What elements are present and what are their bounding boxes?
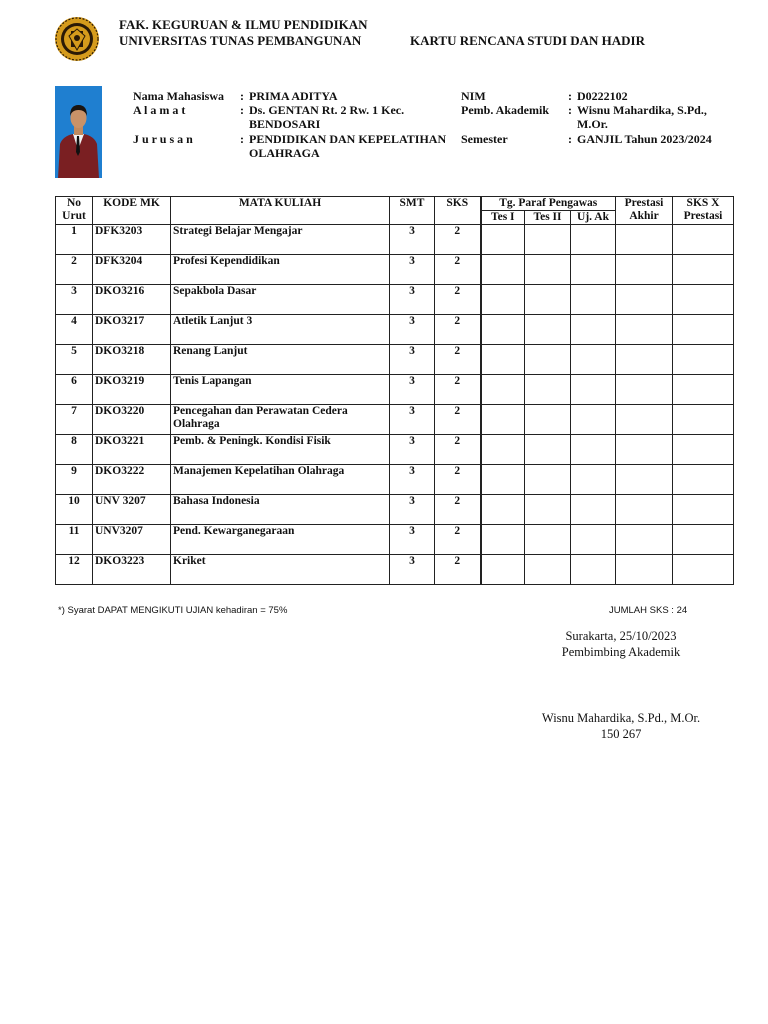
row-tes-1 — [481, 375, 525, 405]
semester-colon: : — [568, 132, 572, 146]
row-sks: 2 — [435, 255, 481, 285]
row-sks: 2 — [435, 315, 481, 345]
row-prestasi — [616, 285, 673, 315]
row-sks-x-prestasi — [673, 495, 734, 525]
row-kode: UNV3207 — [93, 525, 171, 555]
table-row — [56, 225, 734, 255]
row-sks-x-prestasi — [673, 315, 734, 345]
table-row — [56, 345, 734, 375]
row-prestasi — [616, 555, 673, 585]
row-uj-ak — [571, 375, 616, 405]
row-uj-ak — [571, 225, 616, 255]
row-sks: 2 — [435, 495, 481, 525]
table-row — [56, 255, 734, 285]
table-row — [56, 375, 734, 405]
col-mata-kuliah: MATA KULIAH — [171, 197, 390, 225]
student-name: PRIMA ADITYA — [249, 89, 338, 103]
row-tes-1 — [481, 495, 525, 525]
row-kode: DKO3222 — [93, 465, 171, 495]
signer-name: Wisnu Mahardika, S.Pd., M.Or. — [541, 711, 701, 725]
nim-colon: : — [568, 89, 572, 103]
row-tes-2 — [525, 555, 571, 585]
row-prestasi — [616, 255, 673, 285]
row-smt: 3 — [390, 375, 435, 405]
advisor-name-line2: M.Or. — [577, 117, 608, 131]
student-address-line1: Ds. GENTAN Rt. 2 Rw. 1 Kec. — [249, 103, 405, 117]
row-smt: 3 — [390, 285, 435, 315]
table-row — [56, 435, 734, 465]
row-sks: 2 — [435, 375, 481, 405]
row-smt: 3 — [390, 345, 435, 375]
table-row — [56, 315, 734, 345]
row-tes-2 — [525, 405, 571, 435]
total-sks: JUMLAH SKS : 24 — [609, 605, 688, 616]
advisor-label: Pemb. Akademik — [461, 103, 550, 117]
row-tes-1 — [481, 315, 525, 345]
address-colon: : — [240, 103, 244, 117]
col-smt: SMT — [390, 197, 435, 225]
name-colon: : — [240, 89, 244, 103]
row-mata-kuliah: Kriket — [171, 555, 390, 585]
row-kode: DFK3203 — [93, 225, 171, 255]
col-sksx-line1: SKS X — [686, 197, 720, 209]
row-sks: 2 — [435, 285, 481, 315]
row-sks-x-prestasi — [673, 255, 734, 285]
row-sks: 2 — [435, 345, 481, 375]
semester-label: Semester — [461, 132, 508, 146]
row-mata-kuliah: Pemb. & Peningk. Kondisi Fisik — [171, 435, 390, 465]
row-no: 10 — [56, 495, 93, 525]
row-sks: 2 — [435, 525, 481, 555]
table-row — [56, 285, 734, 315]
major-colon: : — [240, 132, 244, 146]
student-address-line2: BENDOSARI — [249, 117, 321, 131]
row-uj-ak — [571, 255, 616, 285]
row-prestasi — [616, 345, 673, 375]
signer-id: 150 267 — [600, 727, 642, 741]
student-major-line2: OLAHRAGA — [249, 146, 320, 160]
table-row — [56, 465, 734, 495]
row-sks: 2 — [435, 225, 481, 255]
row-tes-1 — [481, 225, 525, 255]
row-prestasi — [616, 315, 673, 345]
row-tes-2 — [525, 525, 571, 555]
row-tes-2 — [525, 465, 571, 495]
row-sks-x-prestasi — [673, 285, 734, 315]
row-no: 9 — [56, 465, 93, 495]
table-row — [56, 495, 734, 525]
row-no: 3 — [56, 285, 93, 315]
major-label: J u r u s a n — [133, 132, 193, 146]
row-prestasi — [616, 435, 673, 465]
row-sks-x-prestasi — [673, 555, 734, 585]
student-major-line1: PENDIDIKAN DAN KEPELATIHAN — [249, 132, 447, 146]
row-sks-x-prestasi — [673, 435, 734, 465]
student-nim: D0222102 — [577, 89, 628, 103]
col-tes-1: Tes I — [481, 211, 525, 225]
row-smt: 3 — [390, 525, 435, 555]
row-kode: DKO3216 — [93, 285, 171, 315]
row-no: 2 — [56, 255, 93, 285]
row-sks: 2 — [435, 435, 481, 465]
col-sksx-line2: Prestasi — [683, 210, 723, 222]
table-row — [56, 405, 734, 435]
row-kode: DKO3219 — [93, 375, 171, 405]
row-kode: UNV 3207 — [93, 495, 171, 525]
row-smt: 3 — [390, 225, 435, 255]
row-tes-2 — [525, 255, 571, 285]
col-prestasi-akhir — [616, 197, 673, 225]
row-kode: DKO3218 — [93, 345, 171, 375]
col-kode: KODE MK — [93, 197, 171, 225]
advisor-name-line1: Wisnu Mahardika, S.Pd., — [577, 103, 707, 117]
table-row — [56, 525, 734, 555]
university-logo — [54, 16, 100, 62]
row-mata-kuliah: Profesi Kependidikan — [171, 255, 390, 285]
row-kode: DKO3221 — [93, 435, 171, 465]
col-uj-ak: Uj. Ak — [571, 211, 616, 225]
row-mata-kuliah: Sepakbola Dasar — [171, 285, 390, 315]
row-mata-kuliah: Strategi Belajar Mengajar — [171, 225, 390, 255]
row-sks-x-prestasi — [673, 465, 734, 495]
course-table — [55, 196, 734, 585]
col-sks-x-prestasi — [673, 197, 734, 225]
table-row — [56, 555, 734, 585]
row-no: 6 — [56, 375, 93, 405]
row-tes-2 — [525, 225, 571, 255]
row-mata-kuliah: Manajemen Kepelatihan Olahraga — [171, 465, 390, 495]
row-uj-ak — [571, 315, 616, 345]
col-prestasi-line1: Prestasi — [624, 197, 664, 209]
row-uj-ak — [571, 555, 616, 585]
name-label: Nama Mahasiswa — [133, 89, 225, 103]
place-date: Surakarta, 25/10/2023 — [565, 629, 677, 643]
attendance-note: *) Syarat DAPAT MENGIKUTI UJIAN kehadiran = 75% — [58, 605, 288, 616]
row-no: 11 — [56, 525, 93, 555]
row-smt: 3 — [390, 255, 435, 285]
row-sks: 2 — [435, 465, 481, 495]
col-no — [56, 197, 93, 225]
row-mata-kuliah: Bahasa Indonesia — [171, 495, 390, 525]
row-smt: 3 — [390, 495, 435, 525]
col-no-line2: Urut — [62, 210, 86, 222]
row-no: 5 — [56, 345, 93, 375]
row-smt: 3 — [390, 315, 435, 345]
row-uj-ak — [571, 285, 616, 315]
row-sks: 2 — [435, 555, 481, 585]
row-tes-1 — [481, 435, 525, 465]
col-paraf-pengawas: Tg. Paraf Pengawas — [481, 197, 616, 211]
row-uj-ak — [571, 435, 616, 465]
student-photo — [55, 86, 102, 178]
university-name: UNIVERSITAS TUNAS PEMBANGUNAN — [119, 33, 362, 48]
row-tes-1 — [481, 255, 525, 285]
row-mata-kuliah: Pencegahan dan Perawatan Cedera Olahraga — [171, 405, 390, 435]
row-tes-2 — [525, 315, 571, 345]
advisor-colon: : — [568, 103, 572, 117]
row-prestasi — [616, 525, 673, 555]
row-no: 12 — [56, 555, 93, 585]
row-tes-1 — [481, 285, 525, 315]
row-kode: DKO3217 — [93, 315, 171, 345]
row-no: 4 — [56, 315, 93, 345]
row-sks-x-prestasi — [673, 405, 734, 435]
row-sks-x-prestasi — [673, 225, 734, 255]
row-mata-kuliah: Pend. Kewarganegaraan — [171, 525, 390, 555]
row-mata-kuliah: Atletik Lanjut 3 — [171, 315, 390, 345]
row-tes-1 — [481, 525, 525, 555]
row-tes-2 — [525, 495, 571, 525]
signer-role: Pembimbing Akademik — [561, 645, 681, 659]
row-smt: 3 — [390, 405, 435, 435]
row-smt: 3 — [390, 555, 435, 585]
row-uj-ak — [571, 345, 616, 375]
row-kode: DKO3220 — [93, 405, 171, 435]
row-uj-ak — [571, 495, 616, 525]
row-tes-1 — [481, 465, 525, 495]
row-kode: DKO3223 — [93, 555, 171, 585]
row-tes-2 — [525, 435, 571, 465]
row-prestasi — [616, 405, 673, 435]
row-prestasi — [616, 225, 673, 255]
row-tes-2 — [525, 375, 571, 405]
col-no-line1: No — [66, 197, 82, 209]
row-no: 8 — [56, 435, 93, 465]
row-sks: 2 — [435, 405, 481, 435]
row-uj-ak — [571, 405, 616, 435]
row-tes-2 — [525, 285, 571, 315]
row-tes-1 — [481, 345, 525, 375]
row-smt: 3 — [390, 435, 435, 465]
row-uj-ak — [571, 465, 616, 495]
col-sks: SKS — [435, 197, 481, 225]
row-smt: 3 — [390, 465, 435, 495]
row-prestasi — [616, 495, 673, 525]
row-tes-1 — [481, 405, 525, 435]
col-prestasi-line2: Akhir — [629, 210, 659, 222]
row-sks-x-prestasi — [673, 525, 734, 555]
row-tes-2 — [525, 345, 571, 375]
table-header-row — [56, 197, 734, 211]
row-kode: DFK3204 — [93, 255, 171, 285]
faculty-name: FAK. KEGURUAN & ILMU PENDIDIKAN — [119, 17, 368, 32]
col-tes-2: Tes II — [525, 211, 571, 225]
row-prestasi — [616, 375, 673, 405]
row-sks-x-prestasi — [673, 375, 734, 405]
row-uj-ak — [571, 525, 616, 555]
row-no: 7 — [56, 405, 93, 435]
document-title: KARTU RENCANA STUDI DAN HADIR — [410, 33, 646, 48]
row-sks-x-prestasi — [673, 345, 734, 375]
row-mata-kuliah: Renang Lanjut — [171, 345, 390, 375]
nim-label: NIM — [461, 89, 486, 103]
semester-value: GANJIL Tahun 2023/2024 — [577, 132, 712, 146]
address-label: A l a m a t — [133, 103, 186, 117]
row-no: 1 — [56, 225, 93, 255]
row-prestasi — [616, 465, 673, 495]
row-mata-kuliah: Tenis Lapangan — [171, 375, 390, 405]
row-tes-1 — [481, 555, 525, 585]
